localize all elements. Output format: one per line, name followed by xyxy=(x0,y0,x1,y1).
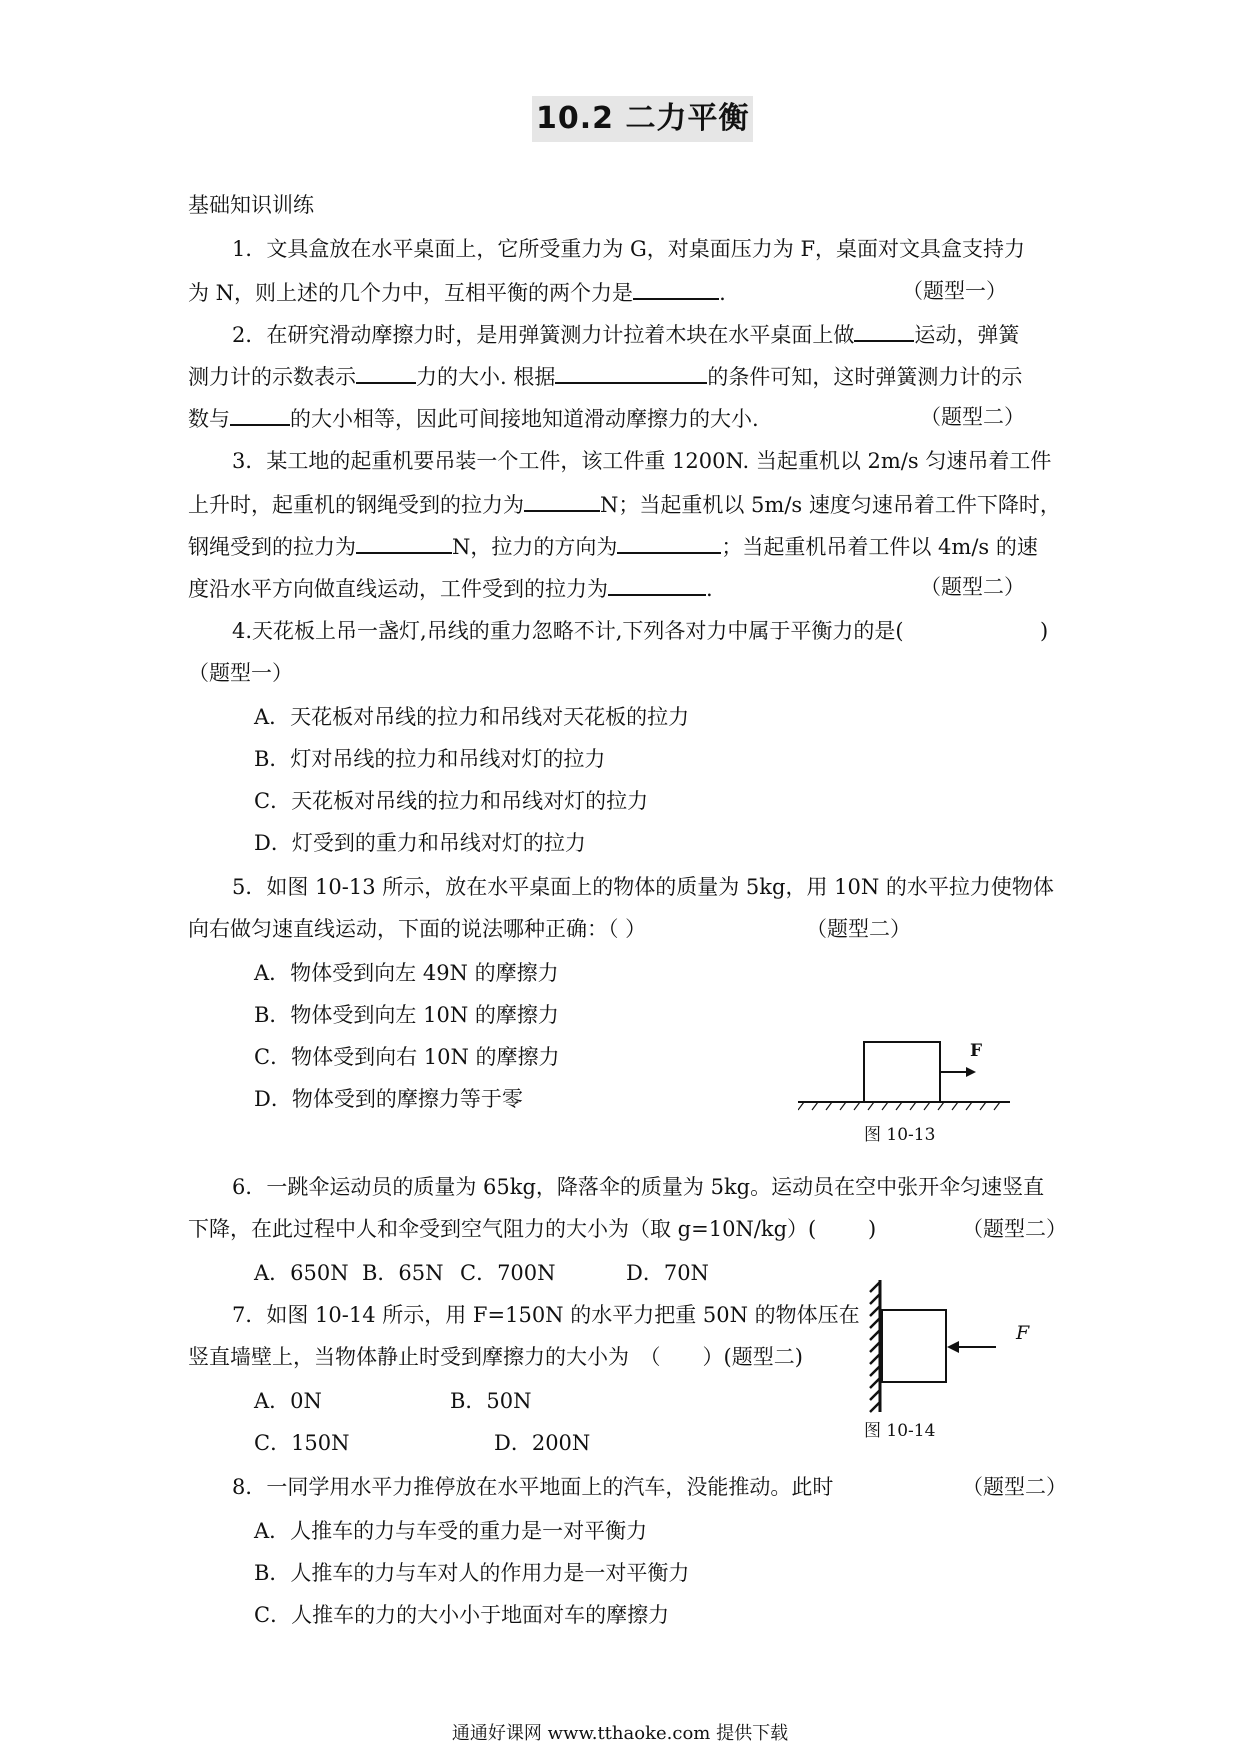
question-type-tag: （题型二） xyxy=(920,405,1025,429)
q8-option-c: C．人推车的力的大小小于地面对车的摩擦力 xyxy=(254,1603,670,1627)
answer-blank xyxy=(633,276,719,300)
q2-line-1 xyxy=(232,318,1019,350)
q8-line-1: 8．一同学用水平力推停放在水平地面上的汽车，没能推动。此时 xyxy=(232,1475,834,1499)
page-title: 10.2 二力平衡 xyxy=(532,96,753,142)
question-type-tag: （题型二） xyxy=(962,1475,1067,1499)
q6-option-c: C．700N xyxy=(460,1261,556,1285)
figure-10-14-force-label: F xyxy=(1016,1322,1030,1344)
question-type-tag: （题型二） xyxy=(920,575,1025,599)
q4-line-2: （题型一） xyxy=(188,661,293,685)
q3-line-4 xyxy=(188,572,713,604)
question-type-tag: （题型二） xyxy=(806,917,911,941)
q5-option-b: B．物体受到向左 10N 的摩擦力 xyxy=(254,1003,559,1027)
q6-option-b: B．65N xyxy=(362,1261,444,1285)
q5-line-1: 5．如图 10-13 所示，放在水平桌面上的物体的质量为 5kg，用 10N 的水平拉力使物体 xyxy=(232,875,1054,899)
q3-text-d: N，拉力的方向为 xyxy=(452,535,618,559)
answer-blank xyxy=(356,360,416,384)
q3-text-c: 钢绳受到的拉力为 xyxy=(188,535,356,559)
q7-line-2: 竖直墙壁上，当物体静止时受到摩擦力的大小为 （ ）(题型二) xyxy=(188,1345,803,1369)
figure-10-14-diagram xyxy=(854,1278,1014,1414)
q7-option-b: B．50N xyxy=(450,1389,532,1413)
q5-option-c: C．物体受到向右 10N 的摩擦力 xyxy=(254,1045,560,1069)
q2-text-b: 运动，弹簧 xyxy=(914,323,1020,347)
q1-line-2 xyxy=(188,276,726,308)
q5-line-2: 向右做匀速直线运动，下面的说法哪种正确：（ ） xyxy=(188,917,647,941)
force-arrow-head xyxy=(947,1341,959,1353)
q5-option-a: A．物体受到向左 49N 的摩擦力 xyxy=(254,961,559,985)
answer-blank xyxy=(524,488,600,512)
q2-text-a: 2．在研究滑动摩擦力时，是用弹簧测力计拉着木块在水平桌面上做 xyxy=(232,323,855,347)
q2-text-e: 的条件可知，这时弹簧测力计的示 xyxy=(707,365,1023,389)
q4-paren-close: ) xyxy=(1040,619,1049,643)
q6-option-d: D．70N xyxy=(626,1261,709,1285)
ground-hatch xyxy=(798,1102,1000,1110)
q3-text-a: 上升时，起重机的钢绳受到的拉力为 xyxy=(188,493,524,517)
question-type-tag: （题型一） xyxy=(902,279,1007,303)
figure-10-13-force-label: F xyxy=(970,1041,983,1061)
answer-blank xyxy=(608,572,706,596)
q6-option-a: A．650N xyxy=(254,1261,349,1285)
q2-line-2 xyxy=(188,360,1022,392)
q7-line-1: 7．如图 10-14 所示，用 F=150N 的水平力把重 50N 的物体压在 xyxy=(232,1303,860,1327)
answer-blank xyxy=(854,318,914,342)
q7-option-a: A．0N xyxy=(254,1389,322,1413)
q8-option-b: B．人推车的力与车对人的作用力是一对平衡力 xyxy=(254,1561,690,1585)
force-arrow-head xyxy=(966,1067,976,1077)
block xyxy=(882,1310,946,1382)
q3-text-e: ；当起重机吊着工件以 4m/s 的速 xyxy=(721,535,1038,559)
q7-option-c: C．150N xyxy=(254,1431,350,1455)
q7-option-d: D．200N xyxy=(494,1431,591,1455)
answer-blank xyxy=(356,530,452,554)
q3-line-1: 3．某工地的起重机要吊装一个工件，该工件重 1200N. 当起重机以 2m/s 匀速吊着工件 xyxy=(232,449,1052,473)
q1-text-a: 为 N，则上述的几个力中，互相平衡的两个力是 xyxy=(188,281,634,305)
figure-10-14-caption: 图 10-14 xyxy=(864,1421,936,1441)
answer-blank xyxy=(230,402,290,426)
answer-blank xyxy=(555,360,707,384)
section-heading: 基础知识训练 xyxy=(188,193,314,217)
q8-option-a: A．人推车的力与车受的重力是一对平衡力 xyxy=(254,1519,648,1543)
q5-option-d: D．物体受到的摩擦力等于零 xyxy=(254,1087,523,1111)
q3-line-2 xyxy=(188,488,1061,520)
q4-option-d: D．灯受到的重力和吊线对灯的拉力 xyxy=(254,831,586,855)
q4-option-b: B．灯对吊线的拉力和吊线对灯的拉力 xyxy=(254,747,606,771)
q4-option-a: A．天花板对吊线的拉力和吊线对天花板的拉力 xyxy=(254,705,690,729)
q3-text-f: 度沿水平方向做直线运动，工件受到的拉力为 xyxy=(188,577,608,601)
q2-line-3 xyxy=(188,402,759,434)
q1-text-b: . xyxy=(719,281,726,305)
q2-text-d: 力的大小. 根据 xyxy=(416,365,556,389)
page-footer: 通通好课网 www.tthaoke.com 提供下载 xyxy=(451,1723,789,1744)
q2-text-g: 的大小相等，因此可间接地知道滑动摩擦力的大小. xyxy=(290,407,759,431)
question-type-tag: （题型二） xyxy=(962,1217,1067,1241)
q4-line-1: 4.天花板上吊一盏灯,吊线的重力忽略不计,下列各对力中属于平衡力的是( xyxy=(232,619,904,643)
q3-text-b: N；当起重机以 5m/s 速度匀速吊着工件下降时， xyxy=(600,493,1061,517)
q6-paren-close: ) xyxy=(868,1217,877,1241)
q2-text-c: 测力计的示数表示 xyxy=(188,365,356,389)
q2-text-f: 数与 xyxy=(188,407,230,431)
answer-blank xyxy=(617,530,721,554)
q3-line-3 xyxy=(188,530,1038,562)
q4-option-c: C．天花板对吊线的拉力和吊线对灯的拉力 xyxy=(254,789,649,813)
q3-text-g: . xyxy=(706,577,713,601)
q6-line-1: 6．一跳伞运动员的质量为 65kg，降落伞的质量为 5kg。运动员在空中张开伞匀速竖直 xyxy=(232,1175,1045,1199)
figure-10-13-caption: 图 10-13 xyxy=(864,1125,936,1145)
block xyxy=(864,1042,940,1102)
q1-line-1: 1．文具盒放在水平桌面上，它所受重力为 G，对桌面压力为 F，桌面对文具盒支持力 xyxy=(232,237,1026,261)
q6-line-2: 下降，在此过程中人和伞受到空气阻力的大小为（取 g=10N/kg）( xyxy=(188,1217,817,1241)
